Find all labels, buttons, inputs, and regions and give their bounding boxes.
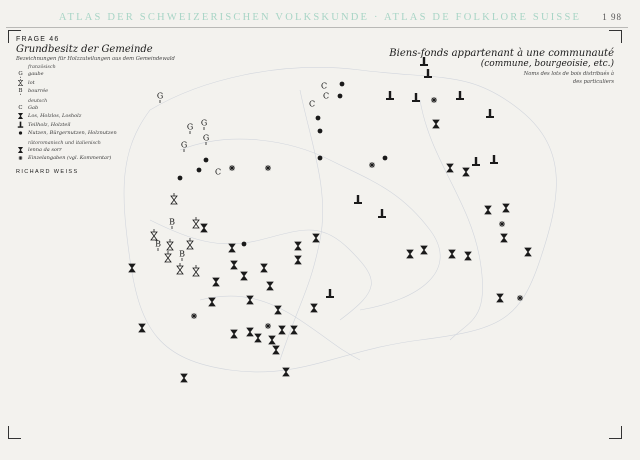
los-symbol [241, 272, 247, 280]
nutzen-dot-symbol [318, 156, 323, 161]
legend-entry [16, 87, 206, 96]
symbol-star [191, 313, 197, 319]
los-symbol [291, 326, 297, 334]
teilholz-symbol [486, 109, 494, 118]
symbol-letter: G [156, 91, 164, 101]
symbol-dot [178, 176, 183, 181]
bourree-symbol [19, 88, 23, 95]
symbol-letter: B [169, 217, 175, 227]
gaube-symbol [18, 71, 22, 78]
symbol-letter: C [320, 81, 328, 91]
symbol-dot [242, 242, 247, 247]
symbol-hourglass [139, 324, 145, 332]
symbol-hourglass [283, 368, 289, 376]
legend-symbol [16, 104, 25, 112]
symbol-hourglass [503, 204, 509, 212]
einzelangabe-star-symbol [265, 165, 271, 171]
symbol-star [517, 295, 523, 301]
lot-symbol [165, 251, 171, 262]
symbol-hourglass [447, 164, 453, 172]
symbol-hourglass [485, 206, 491, 214]
gab-symbol [309, 100, 315, 109]
lot-symbol [193, 265, 199, 276]
symbol-hourglass [177, 266, 183, 274]
teilholz-symbol [378, 209, 386, 218]
map-subtitle-de: Bezeichnungen für Holzzuteilungen aus dem Gemeindewald [16, 56, 175, 62]
teilholz-symbol [490, 155, 498, 164]
symbol-hourglass [279, 326, 285, 334]
nutzen-dot-symbol [242, 242, 247, 247]
legend-entry-label: lot [28, 79, 35, 86]
nutzen-dot-symbol [338, 94, 343, 99]
los-symbol [447, 164, 453, 172]
legend-symbol [16, 129, 25, 137]
lot-symbol [151, 229, 157, 240]
los-symbol [283, 368, 289, 376]
bourree-symbol [169, 218, 175, 230]
symbol-hourglass [525, 248, 531, 256]
map-title-fr-sub: (commune, bourgeoisie, etc.) [480, 59, 614, 69]
lot-symbol [177, 263, 183, 274]
map-note-fr [389, 71, 614, 86]
los-symbol [129, 264, 135, 272]
teilholz-symbol [412, 93, 420, 102]
teilholz-symbol [386, 91, 394, 100]
legend-entry-label: Los, Holzlos, Losholz [28, 113, 82, 120]
symbol-hourglass [171, 196, 177, 204]
symbol-star [369, 162, 375, 168]
einzelangabe-star-symbol [229, 165, 235, 171]
symbol-post [486, 109, 494, 118]
symbol-letter: G [180, 140, 188, 150]
legend-entry-label: gaube [28, 71, 44, 78]
symbol-star [18, 156, 22, 160]
einzelangabe-star-symbol [191, 313, 197, 319]
symbol-post [456, 91, 464, 100]
symbol-dot [338, 94, 343, 99]
los-symbol [229, 244, 235, 252]
symbol-post [326, 289, 334, 298]
symbol-post [472, 157, 480, 166]
legend-entry [16, 70, 206, 79]
legend-entry [16, 112, 206, 121]
symbol-hourglass [433, 120, 439, 128]
symbol-hourglass [247, 296, 253, 304]
symbol-dot [340, 82, 345, 87]
nutzen-dot-symbol [19, 132, 22, 135]
symbol-hourglass [295, 256, 301, 264]
bourree-symbol [155, 240, 161, 252]
legend-groups [16, 65, 206, 163]
legend-symbol [16, 154, 25, 162]
einzelangabe-star-symbol [265, 323, 271, 329]
symbol-star [499, 221, 505, 227]
symbol-star [265, 323, 271, 329]
legend-entry-label: Gab [28, 104, 39, 111]
author: RICHARD WEISS [16, 168, 79, 175]
legend-entry-label: bourrée [28, 88, 49, 95]
symbol-hourglass [407, 250, 413, 258]
los-symbol [497, 294, 503, 302]
symbol-hourglass [167, 242, 173, 250]
einzelangabe-star-symbol [369, 162, 375, 168]
symbol-hourglass [187, 241, 193, 249]
los-symbol [501, 234, 507, 242]
symbol-hourglass [181, 374, 187, 382]
legend-symbol [16, 112, 25, 120]
symbol-hourglass [501, 234, 507, 242]
los-symbol [213, 278, 219, 286]
symbol-hourglass [313, 234, 319, 242]
lot-symbol [167, 239, 173, 250]
symbol-dot [316, 116, 321, 121]
los-symbol [201, 224, 207, 232]
lot-symbol [193, 217, 199, 228]
symbol-hourglass [275, 306, 281, 314]
map-title-fr: Biens-fonds appartenant à une communauté [389, 48, 614, 59]
symbol-letter: C [322, 91, 330, 101]
legend-entry-label: lenna da sorr [28, 146, 62, 153]
los-symbol [313, 234, 319, 242]
legend-entry [16, 146, 206, 155]
los-symbol [247, 296, 253, 304]
symbol-hourglass [231, 330, 237, 338]
los-symbol [279, 326, 285, 334]
los-symbol [433, 120, 439, 128]
legend-entry-label: Teilholz, Holzteil [28, 121, 71, 128]
symbol-post [18, 121, 23, 127]
symbol-hourglass [193, 220, 199, 228]
nutzen-dot-symbol [318, 129, 323, 134]
los-symbol [485, 206, 491, 214]
nutzen-dot-symbol [316, 116, 321, 121]
sorte-symbol [18, 147, 22, 152]
los-symbol [231, 330, 237, 338]
legend-symbol [16, 146, 25, 154]
legend-symbol [16, 70, 25, 78]
los-symbol [255, 334, 261, 342]
lot-symbol [187, 238, 193, 249]
legend-entry [16, 79, 206, 88]
los-symbol [261, 264, 267, 272]
legend-symbol [16, 121, 25, 129]
los-symbol [465, 252, 471, 260]
einzelangabe-star-symbol [499, 221, 505, 227]
los-symbol [18, 114, 22, 119]
legend-entry [16, 104, 206, 113]
nutzen-dot-symbol [178, 176, 183, 181]
map-title-de: Grundbesitz der Gemeinde [16, 44, 153, 55]
symbol-post [354, 195, 362, 204]
los-symbol [275, 306, 281, 314]
legend-entry-label: Nutzen, Bürgernutzen, Holznutzen [28, 130, 117, 137]
einzelangabe-star-symbol [18, 156, 22, 160]
symbol-hourglass [449, 250, 455, 258]
symbol-letter: B [18, 88, 23, 95]
legend-symbol [16, 79, 25, 87]
bourree-symbol [179, 250, 185, 262]
note-fr-line2: des particuliers [572, 78, 614, 85]
symbol-hourglass [129, 264, 135, 272]
los-symbol [503, 204, 509, 212]
los-symbol [463, 168, 469, 176]
los-symbol [421, 246, 427, 254]
symbol-letter: G [202, 133, 210, 143]
teilholz-symbol [472, 157, 480, 166]
los-symbol [247, 328, 253, 336]
los-symbol [231, 261, 237, 269]
lot-symbol [18, 79, 22, 86]
nutzen-dot-symbol [383, 156, 388, 161]
symbol-star [265, 165, 271, 171]
title-fr-block [389, 48, 614, 86]
symbol-letter: C [18, 104, 23, 111]
legend-entry [16, 118, 208, 130]
legend-group-heading: deutsch [28, 98, 48, 104]
symbol-hourglass [295, 242, 301, 250]
symbol-hourglass [261, 264, 267, 272]
note-fr-line1: Noms des lots de bois distribués à [523, 71, 614, 77]
symbol-star [229, 165, 235, 171]
symbol-hourglass [465, 252, 471, 260]
symbol-letter: C [308, 99, 316, 109]
symbol-letter: C [214, 167, 222, 177]
symbol-hourglass [269, 336, 275, 344]
symbol-hourglass [273, 346, 279, 354]
los-symbol [449, 250, 455, 258]
los-symbol [407, 250, 413, 258]
symbol-hourglass [247, 328, 253, 336]
symbol-hourglass [497, 294, 503, 302]
teilholz-symbol [354, 195, 362, 204]
gab-symbol [215, 168, 221, 177]
symbol-dot [318, 129, 323, 134]
teilholz-symbol [18, 121, 23, 127]
los-symbol [209, 298, 215, 306]
symbol-hourglass [209, 298, 215, 306]
los-symbol [295, 256, 301, 264]
symbol-post [378, 209, 386, 218]
teilholz-symbol [326, 289, 334, 298]
symbol-post [490, 155, 498, 164]
atlas-header: ATLAS DER SCHWEIZERISCHEN VOLKSKUNDE · ATLAS DE FOLKLORE SUISSE [58, 12, 582, 23]
legend-entry-label: Einzelangaben (vgl. Kommentar) [28, 155, 112, 162]
symbol-hourglass [165, 254, 171, 262]
question-number: FRAGE 46 [16, 36, 60, 43]
los-symbol [181, 374, 187, 382]
los-symbol [267, 282, 273, 290]
symbol-dot [19, 132, 22, 135]
symbol-hourglass [421, 246, 427, 254]
nutzen-dot-symbol [340, 82, 345, 87]
symbol-hourglass [311, 304, 317, 312]
symbol-dot [383, 156, 388, 161]
symbol-hourglass [267, 282, 273, 290]
legend-symbol [16, 87, 25, 95]
symbol-hourglass [463, 168, 469, 176]
symbol-hourglass [229, 244, 235, 252]
gab-symbol [18, 105, 22, 111]
symbol-hourglass [291, 326, 297, 334]
symbol-hourglass [201, 224, 207, 232]
symbol-hourglass [213, 278, 219, 286]
einzelangabe-star-symbol [517, 295, 523, 301]
legend-entry [16, 154, 206, 163]
lot-symbol [171, 193, 177, 204]
symbol-letter: B [179, 249, 185, 259]
teilholz-symbol [456, 91, 464, 100]
symbol-hourglass [231, 261, 237, 269]
symbol-letter: G [200, 118, 208, 128]
legend-entry [16, 129, 206, 138]
symbol-star [431, 97, 437, 103]
los-symbol [269, 336, 275, 344]
symbol-letter: G [18, 71, 23, 78]
symbol-hourglass [18, 80, 22, 85]
symbol-post [412, 93, 420, 102]
symbol-hourglass [18, 147, 22, 152]
gab-symbol [321, 82, 327, 91]
symbol-hourglass [255, 334, 261, 342]
legend [16, 36, 206, 175]
symbol-dot [318, 156, 323, 161]
symbol-hourglass [193, 268, 199, 276]
symbol-hourglass [18, 114, 22, 119]
einzelangabe-star-symbol [431, 97, 437, 103]
legend-group-heading: rätoromanisch und italienisch [28, 140, 101, 146]
legend-group-heading: französisch [28, 65, 56, 70]
symbol-letter: G [186, 122, 194, 132]
symbol-hourglass [241, 272, 247, 280]
los-symbol [311, 304, 317, 312]
gab-symbol [323, 92, 329, 101]
symbol-letter: B [155, 239, 161, 249]
page-number: 1 98 [602, 12, 622, 22]
los-symbol [273, 346, 279, 354]
symbol-post [386, 91, 394, 100]
los-symbol [295, 242, 301, 250]
los-symbol [139, 324, 145, 332]
los-symbol [525, 248, 531, 256]
